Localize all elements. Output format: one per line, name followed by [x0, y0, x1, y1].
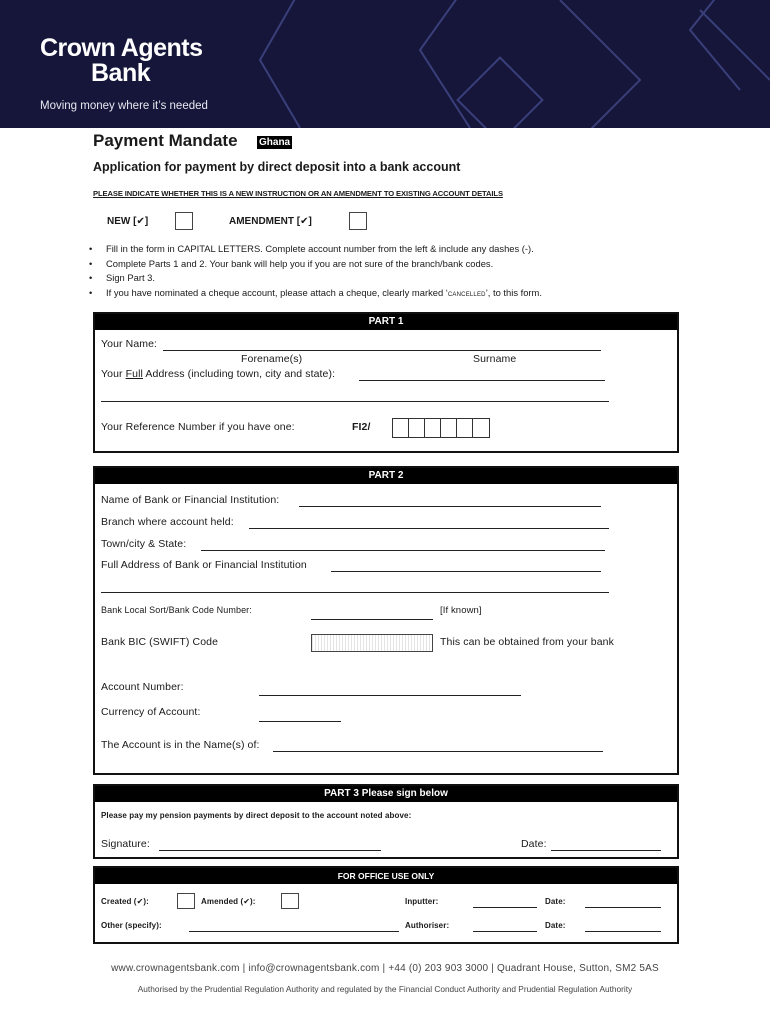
- amended-checkbox[interactable]: [281, 893, 299, 909]
- town-label: Town/city & State:: [101, 538, 187, 550]
- address-label-full: Full: [125, 368, 143, 380]
- sort-code-field[interactable]: [311, 619, 433, 620]
- currency-field[interactable]: [259, 721, 341, 722]
- part1-section: [93, 312, 679, 453]
- created-checkbox[interactable]: [177, 893, 195, 909]
- if-known-note: [If known]: [440, 605, 482, 616]
- bic-field[interactable]: [311, 634, 433, 652]
- signature-label: Signature:: [101, 838, 150, 850]
- inputter-field[interactable]: [473, 907, 537, 908]
- reference-prefix: FI2/: [352, 421, 371, 433]
- inputter-date-label: Date:: [545, 897, 566, 906]
- amendment-label: AMENDMENT [✔]: [229, 216, 312, 227]
- bank-address-field[interactable]: [331, 571, 601, 572]
- account-number-label: Account Number:: [101, 681, 184, 693]
- account-number-field[interactable]: [259, 695, 521, 696]
- your-name-field[interactable]: [163, 350, 601, 351]
- new-label: NEW [✔]: [107, 216, 149, 227]
- authoriser-label: Authoriser:: [405, 921, 450, 930]
- sort-code-label: Bank Local Sort/Bank Code Number:: [101, 605, 252, 615]
- part3-date-field[interactable]: [551, 850, 661, 851]
- authoriser-date-label: Date:: [545, 921, 566, 930]
- digit-box[interactable]: [441, 419, 457, 437]
- your-name-label: Your Name:: [101, 338, 158, 350]
- list-item: • Fill in the form in CAPITAL LETTERS. Complete account number from the left & include any dashes (-).: [89, 242, 542, 257]
- instruction-text: If you have nominated a cheque account, please attach a cheque, clearly marked ‘: [106, 286, 448, 298]
- part3-statement: Please pay my pension payments by direct deposit to the account noted above:: [101, 811, 412, 820]
- amendment-checkbox[interactable]: [349, 212, 367, 230]
- footer-contact: www.crownagentsbank.com | info@crownagentsbank.com | +44 (0) 203 903 3000 | Quadrant House, Sutton, SM2 5AS: [111, 963, 659, 974]
- form-subtitle: Application for payment by direct deposit into a bank account: [93, 160, 461, 174]
- office-use-heading: FOR OFFICE USE ONLY: [95, 868, 677, 884]
- town-field[interactable]: [201, 550, 605, 551]
- amended-label: Amended (✔):: [201, 897, 256, 906]
- country-badge: Ghana: [259, 137, 291, 148]
- logo-text-bank: Bank: [91, 59, 151, 87]
- digit-box[interactable]: [457, 419, 473, 437]
- cancelled-text: CANCELLED: [447, 291, 486, 298]
- address-label: [101, 368, 335, 380]
- reference-label: Your Reference Number if you have one:: [101, 421, 295, 433]
- inputter-date-field[interactable]: [585, 907, 661, 908]
- instruction-tail: ’, to this form.: [485, 286, 542, 298]
- part3-date-label: Date:: [521, 838, 547, 850]
- new-checkbox[interactable]: [175, 212, 193, 230]
- header-banner: [0, 0, 770, 128]
- part1-heading: PART 1: [95, 314, 677, 330]
- bic-note: This can be obtained from your bank: [440, 636, 614, 648]
- forenames-caption: Forename(s): [241, 353, 303, 365]
- bank-address-field-line2[interactable]: [101, 592, 609, 593]
- authoriser-date-field[interactable]: [585, 931, 661, 932]
- part2-section: [93, 466, 679, 775]
- office-use-section: [93, 866, 679, 944]
- part3-heading: PART 3 Please sign below: [95, 786, 677, 802]
- instructions-list: [89, 242, 542, 302]
- signature-field[interactable]: [159, 850, 381, 851]
- instruction-indicate: PLEASE INDICATE WHETHER THIS IS A NEW INSTRUCTION OR AN AMENDMENT TO EXISTING ACCOUNT DETAILS: [93, 189, 503, 198]
- list-item: • Sign Part 3.: [89, 271, 542, 286]
- bank-address-label: Full Address of Bank or Financial Institution: [101, 559, 307, 571]
- part2-heading: PART 2: [95, 468, 677, 484]
- digit-box[interactable]: [473, 419, 489, 437]
- address-label-pre: Your: [101, 368, 126, 380]
- branch-field[interactable]: [249, 528, 609, 529]
- branch-label: Branch where account held:: [101, 516, 234, 528]
- logo-text: Crown Agents: [40, 34, 203, 62]
- part3-section: [93, 784, 679, 859]
- digit-box[interactable]: [393, 419, 409, 437]
- currency-label: Currency of Account:: [101, 706, 201, 718]
- reference-number-boxes[interactable]: [392, 418, 490, 438]
- page-title: Payment Mandate: [93, 131, 238, 150]
- list-item: • Complete Parts 1 and 2. Your bank will help you if you are not sure of the branch/bank codes.: [89, 257, 542, 272]
- created-label: Created (✔):: [101, 897, 149, 906]
- bank-name-field[interactable]: [299, 506, 601, 507]
- address-field[interactable]: [359, 380, 605, 381]
- address-label-post: Address (including town, city and state):: [142, 368, 336, 380]
- inputter-label: Inputter:: [405, 897, 439, 906]
- address-field-line2[interactable]: [101, 401, 609, 402]
- authoriser-field[interactable]: [473, 931, 537, 932]
- account-name-label: The Account is in the Name(s) of:: [101, 739, 260, 751]
- bic-label: Bank BIC (SWIFT) Code: [101, 636, 219, 648]
- digit-box[interactable]: [425, 419, 441, 437]
- bank-name-label: Name of Bank or Financial Institution:: [101, 494, 280, 506]
- digit-box[interactable]: [409, 419, 425, 437]
- list-item: [89, 286, 542, 303]
- account-name-field[interactable]: [273, 751, 603, 752]
- surname-caption: Surname: [473, 353, 517, 365]
- footer-regulation: Authorised by the Prudential Regulation Authority and regulated by the Financial Conduct Authority and Prudential Regulation Authority: [137, 984, 633, 994]
- other-label: Other (specify):: [101, 921, 162, 930]
- other-field[interactable]: [189, 931, 399, 932]
- tagline: Moving money where it’s needed: [40, 100, 208, 112]
